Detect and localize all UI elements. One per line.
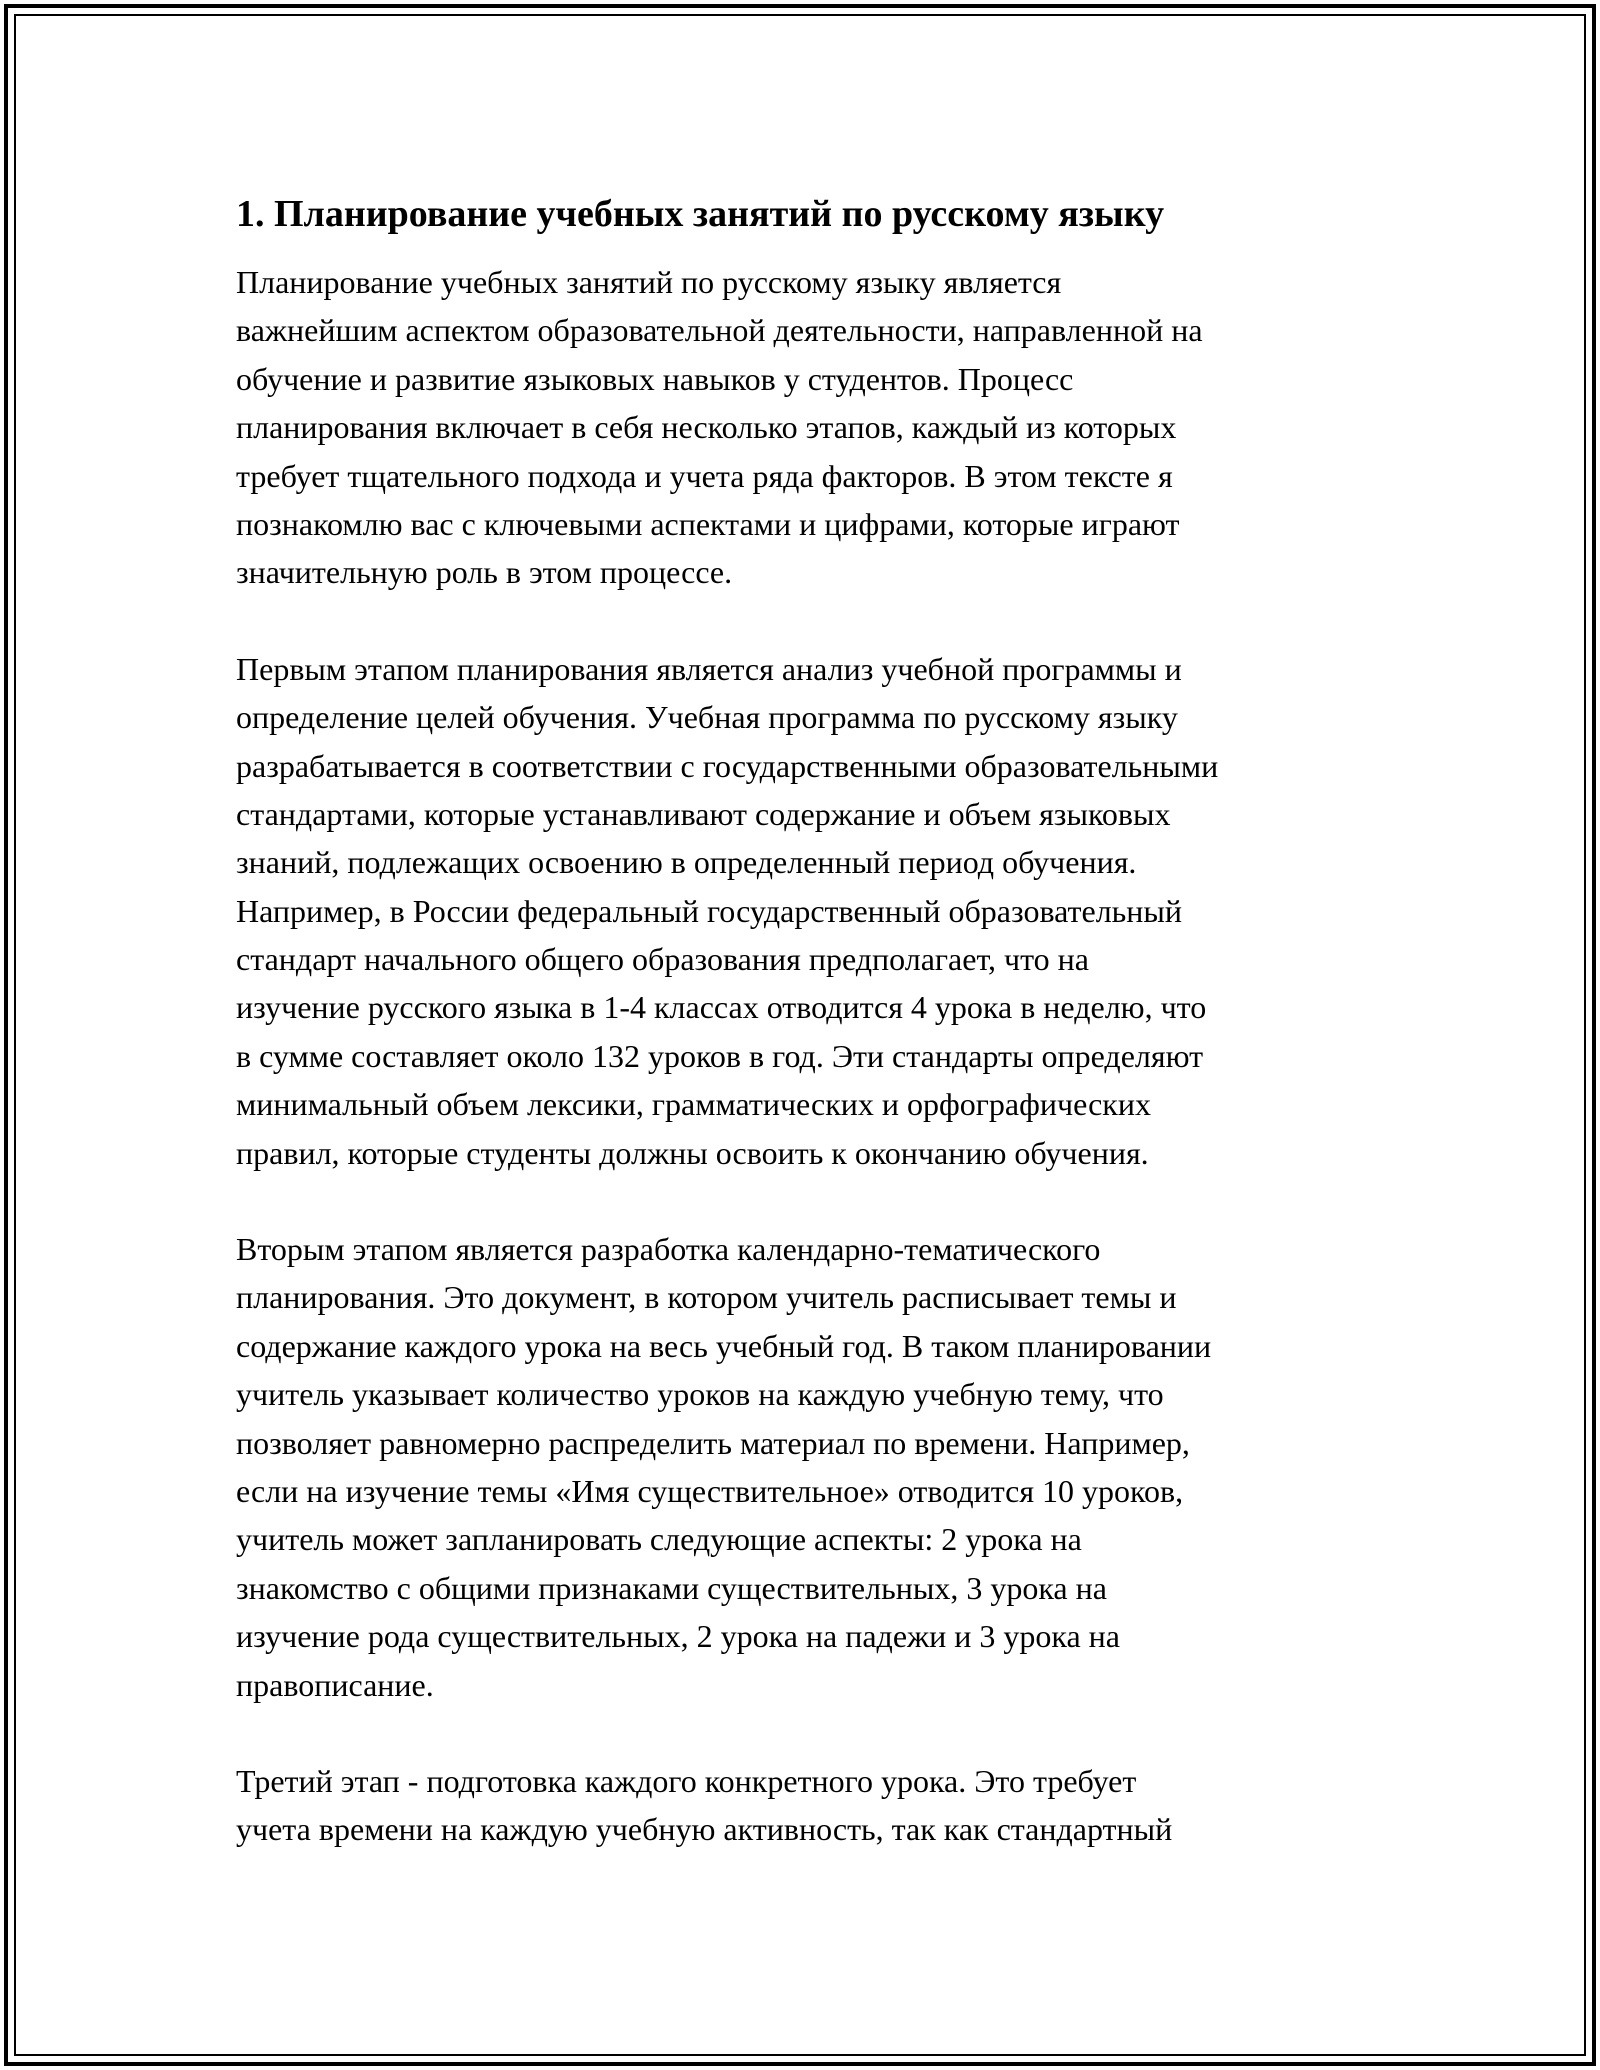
text-line: изучение рода существительных, 2 урока на падежи и 3 урока на (236, 1618, 1120, 1655)
text-line: разрабатывается в соответствии с государственными образовательными (236, 747, 1219, 784)
text-line: стандарт начального общего образования предполагает, что на (236, 941, 1089, 978)
text-line: планирования. Это документ, в котором учитель расписывает темы и (236, 1279, 1177, 1316)
section-heading: 1. Планирование учебных занятий по русскому языку (236, 193, 1165, 235)
paragraph-stage-3 (236, 1757, 1416, 1854)
text-line: планирования включает в себя несколько этапов, каждый из которых (236, 409, 1177, 446)
text-line: Вторым этапом является разработка календарно-тематического (236, 1231, 1101, 1268)
text-line: Планирование учебных занятий по русскому языку является (236, 264, 1062, 300)
text-line: познакомлю вас с ключевыми аспектами и цифрами, которые играют (236, 505, 1180, 542)
text-line: значительную роль в этом процессе. (236, 554, 733, 591)
text-line: учитель указывает количество уроков на каждую учебную тему, что (236, 1376, 1164, 1413)
text-line: содержание каждого урока на весь учебный год. В таком планировании (236, 1327, 1212, 1364)
text-line: Например, в России федеральный государственный образовательный (236, 892, 1183, 929)
text-line: Первым этапом планирования является анализ учебной программы и (236, 650, 1182, 687)
text-line: знаний, подлежащих освоению в определенный период обучения. (236, 844, 1137, 881)
text-line: если на изучение темы «Имя существительное» отводится 10 уроков, (236, 1472, 1184, 1509)
text-line: правил, которые студенты должны освоить к окончанию обучения. (236, 1134, 1149, 1171)
text-line: минимальный объем лексики, грамматических и орфографических (236, 1086, 1151, 1123)
text-line: изучение русского языка в 1-4 классах отводится 4 урока в неделю, что (236, 989, 1207, 1026)
text-line: правописание. (236, 1666, 434, 1703)
text-line: определение целей обучения. Учебная программа по русскому языку (236, 699, 1178, 736)
paragraph-stage-2 (236, 1225, 1416, 1709)
text-line: в сумме составляет около 132 уроков в год. Эти стандарты определяют (236, 1037, 1204, 1074)
text-line: позволяет равномерно распределить материал по времени. Например, (236, 1424, 1190, 1461)
paragraph-intro (236, 258, 1416, 597)
text-line: знакомство с общими признаками существительных, 3 урока на (236, 1569, 1107, 1606)
text-line: требует тщательного подхода и учета ряда факторов. В этом тексте я (236, 457, 1173, 494)
text-line: важнейшим аспектом образовательной деятельности, направленной на (236, 312, 1203, 349)
text-line: стандартами, которые устанавливают содержание и объем языковых (236, 795, 1171, 832)
text-line: Третий этап - подготовка каждого конкретного урока. Это требует (236, 1762, 1137, 1799)
document-body (236, 186, 1416, 1854)
text-line: учета времени на каждую учебную активность, так как стандартный (236, 1811, 1173, 1848)
text-line: учитель может запланировать следующие аспекты: 2 урока на (236, 1521, 1082, 1558)
text-line: обучение и развитие языковых навыков у студентов. Процесс (236, 360, 1074, 397)
paragraph-stage-1 (236, 645, 1416, 1177)
